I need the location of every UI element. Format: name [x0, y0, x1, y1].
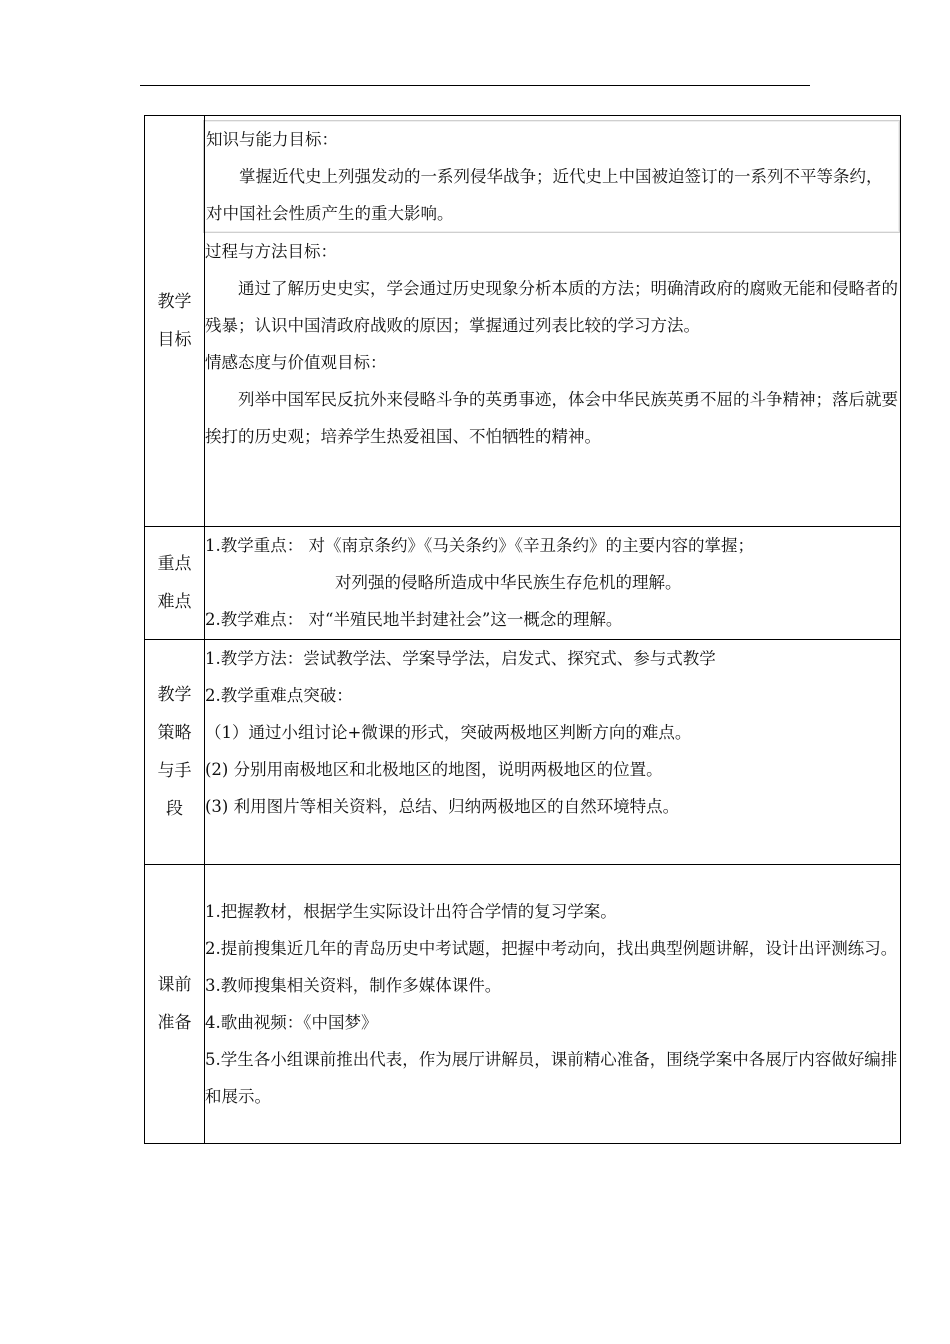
row-content: [205, 865, 901, 1144]
paragraph: 列举中国军民反抗外来侵略斗争的英勇事迹，体会中华民族英勇不屈的斗争精神；落后就要挨打的历史观；培养学生热爱祖国、不怕牺牲的精神。: [205, 390, 898, 446]
key-point: 1.教学重点： 对《南京条约》《马关条约》《辛丑条约》的主要内容的掌握；: [205, 536, 754, 555]
row-label-line: 课前: [157, 975, 192, 995]
list-item: 2.教学重难点突破：: [205, 686, 353, 705]
list-item: (3) 利用图片等相关资料，总结、归纳两极地区的自然环境特点。: [205, 797, 680, 816]
row-content: [205, 116, 901, 527]
section-heading: 知识与能力目标：: [206, 130, 338, 149]
row-label-line: 难点: [157, 592, 192, 612]
row-label: [145, 640, 205, 865]
row-label-line: 目标: [157, 330, 192, 350]
row-content: [205, 527, 901, 640]
list-item: 1.教学方法：尝试教学法、学案导学法，启发式、探究式、参与式教学: [205, 649, 716, 668]
table-row: [145, 640, 901, 865]
table-row: [145, 527, 901, 640]
row-label-line: 策略: [157, 723, 192, 743]
row-label-line: 段: [166, 799, 183, 819]
row-content: [205, 640, 901, 865]
list-item: 5.学生各小组课前推出代表，作为展厅讲解员，课前精心准备，围绕学案中各展厅内容做好编排和展示。: [205, 1050, 898, 1106]
row-label-line: 准备: [157, 1013, 192, 1033]
difficult-point: 2.教学难点： 对“半殖民地半封建社会”这一概念的理解。: [205, 610, 623, 629]
list-item: 2.提前搜集近几年的青岛历史中考试题，把握中考动向，找出典型例题讲解，设计出评测练习。: [205, 939, 898, 958]
row-label-line: 教学: [157, 685, 192, 705]
header-rule: [140, 85, 810, 86]
list-item: (2) 分别用南极地区和北极地区的地图，说明两极地区的位置。: [205, 760, 663, 779]
table-row: [145, 116, 901, 527]
row-label: [145, 116, 205, 527]
knowledge-goal-box: [203, 120, 900, 233]
paragraph: 通过了解历史史实，学会通过历史现象分析本质的方法；明确清政府的腐败无能和侵略者的残暴；认识中国清政府战败的原因；掌握通过列表比较的学习方法。: [205, 279, 898, 335]
paragraph: 掌握近代史上列强发动的一系列侵华战争；近代史上中国被迫签订的一系列不平等条约，对中国社会性质产生的重大影响。: [206, 167, 883, 223]
row-label-line: 教学: [157, 292, 192, 312]
row-label-line: 重点: [157, 554, 192, 574]
section-heading: 情感态度与价值观目标：: [205, 353, 387, 372]
list-item: 4.歌曲视频：《中国梦》: [205, 1013, 378, 1032]
row-label: [145, 865, 205, 1144]
row-label-line: 与手: [157, 761, 192, 781]
list-item: （1）通过小组讨论+微课的形式，突破两极地区判断方向的难点。: [205, 723, 692, 742]
lesson-plan-table: [144, 115, 901, 1144]
list-item: 1.把握教材，根据学生实际设计出符合学情的复习学案。: [205, 902, 617, 921]
row-label: [145, 527, 205, 640]
section-heading: 过程与方法目标：: [205, 242, 337, 261]
list-item: 3.教师搜集相关资料，制作多媒体课件。: [205, 976, 502, 995]
key-point-continued: 对列强的侵略所造成中华民族生存危机的理解。: [335, 573, 682, 592]
table-row: [145, 865, 901, 1144]
